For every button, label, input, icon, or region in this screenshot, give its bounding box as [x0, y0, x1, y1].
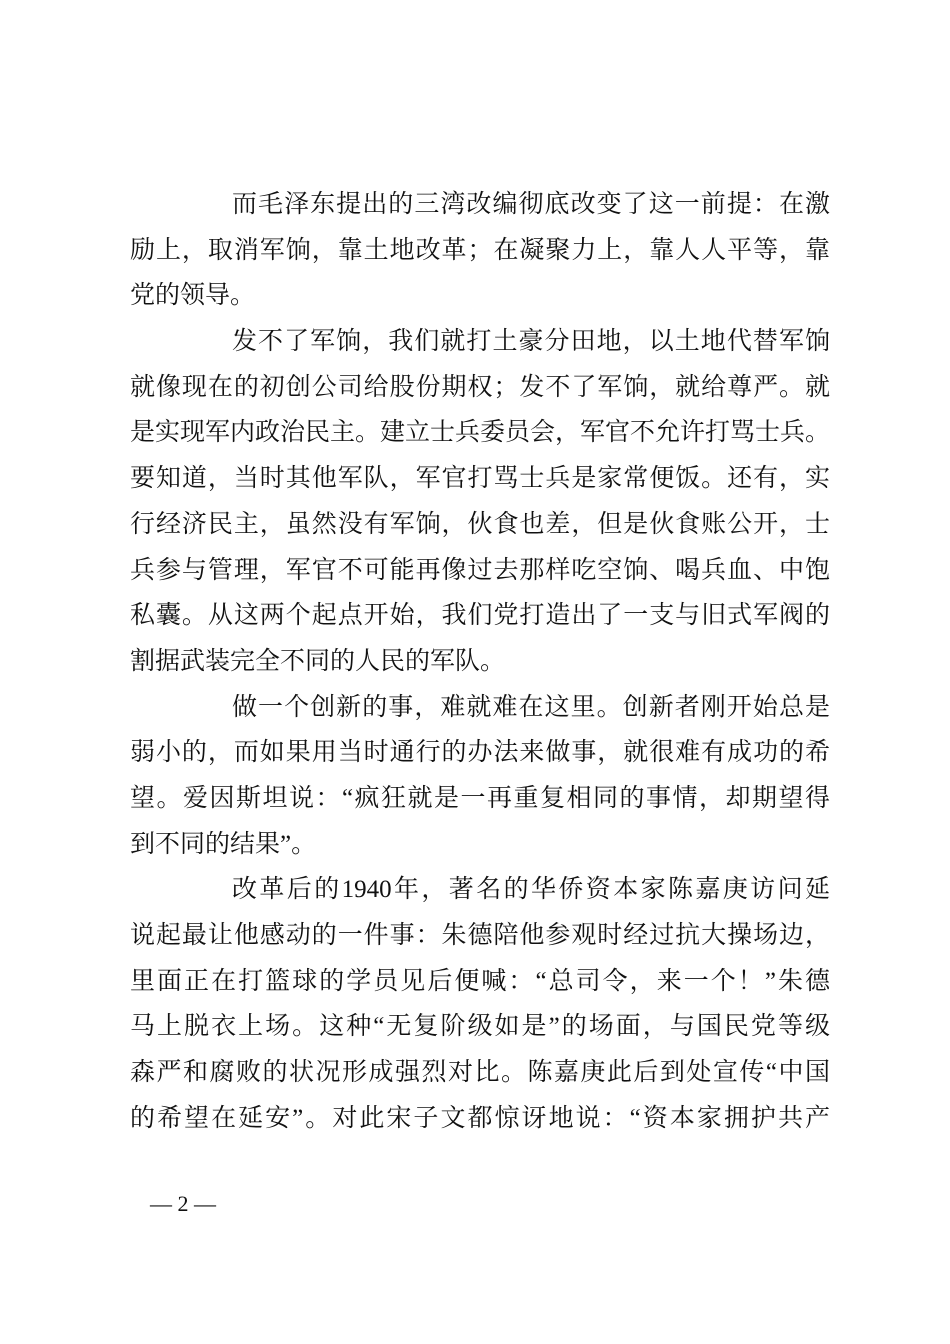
text-line: 弱小的，而如果用当时通行的办法来做事，就很难有成功的希: [130, 739, 830, 767]
text-line: 而毛泽东提出的三湾改编彻底改变了这一前提：在激: [232, 191, 830, 218]
text-line: 就像现在的初创公司给股份期权；发不了军饷，就给尊严。就: [130, 373, 830, 401]
text-line: 森严和腐败的状况形成强烈对比。陈嘉庚此后到处宣传“中国: [130, 1059, 830, 1087]
text-line: 到不同的结果”。: [130, 830, 317, 858]
page-number: — 2 —: [150, 1191, 216, 1216]
text-line: 望。爱因斯坦说：“疯狂就是一再重复相同的事情，却期望得: [130, 784, 830, 812]
paragraph: [130, 319, 830, 685]
text-line: 里面正在打篮球的学员见后便喊：“总司令，来一个！”朱德: [130, 967, 830, 995]
text-line: 说起最让他感动的一件事：朱德陪他参观时经过抗大操场边，: [130, 922, 830, 949]
text-line: 兵参与管理，军官不可能再像过去那样吃空饷、喝兵血、中饱: [130, 556, 830, 584]
text-line: 是实现军内政治民主。建立士兵委员会，军官不允许打骂士兵。: [130, 419, 830, 447]
document-body: [130, 182, 830, 1141]
text-line: 党的领导。: [130, 282, 256, 310]
text-line: 马上脱衣上场。这种“无复阶级如是”的场面，与国民党等级: [130, 1013, 830, 1041]
text-line: 要知道，当时其他军队，军官打骂士兵是家常便饭。还有，实: [130, 465, 830, 493]
text-line: 行经济民主，虽然没有军饷，伙食也差，但是伙食账公开，士: [130, 510, 830, 538]
text-line: 的希望在延安”。对此宋子文都惊讶地说：“资本家拥护共产: [130, 1104, 830, 1132]
text-line: 励上，取消军饷，靠土地改革；在凝聚力上，靠人人平等，靠: [130, 236, 830, 264]
paragraph: [130, 182, 830, 319]
text-line: 割据武装完全不同的人民的军队。: [130, 647, 506, 675]
text-line: 私囊。从这两个起点开始，我们党打造出了一支与旧式军阀的: [130, 602, 830, 630]
text-line: 做一个创新的事，难就难在这里。创新者刚开始总是: [232, 693, 830, 721]
text-line: 改革后的1940年，著名的华侨资本家陈嘉庚访问延: [232, 876, 830, 904]
text-line: 发不了军饷，我们就打土豪分田地，以土地代替军饷: [232, 328, 830, 356]
paragraph: [130, 685, 830, 868]
paragraph: [130, 867, 830, 1141]
